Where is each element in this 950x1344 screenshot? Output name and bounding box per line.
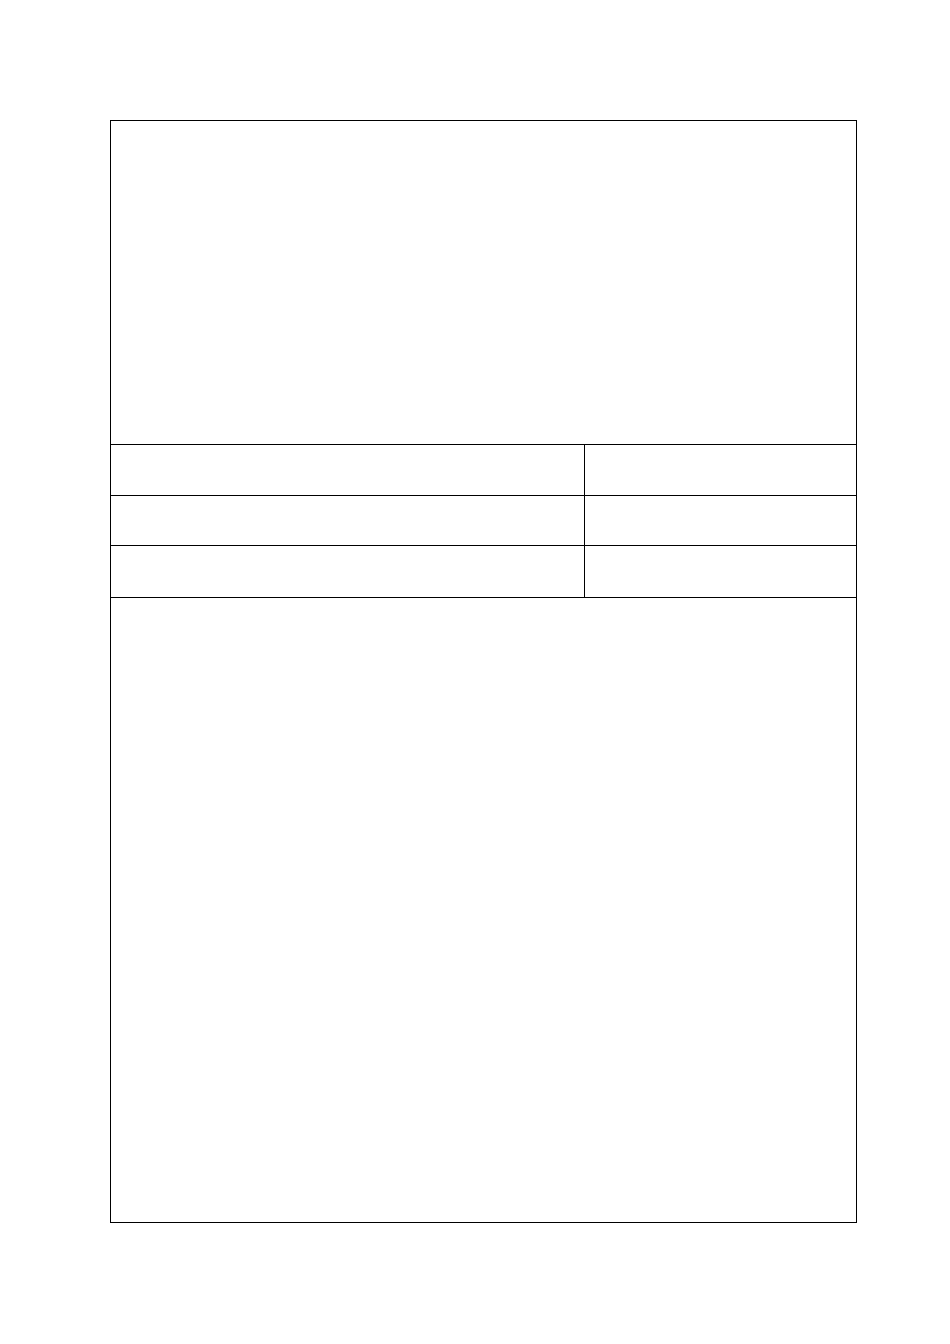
divider-title (111, 495, 856, 496)
divider-department (111, 545, 856, 546)
divider-content (111, 597, 856, 598)
header-column-divider (584, 444, 585, 597)
document-frame (110, 120, 857, 1223)
divider-top (111, 444, 856, 445)
